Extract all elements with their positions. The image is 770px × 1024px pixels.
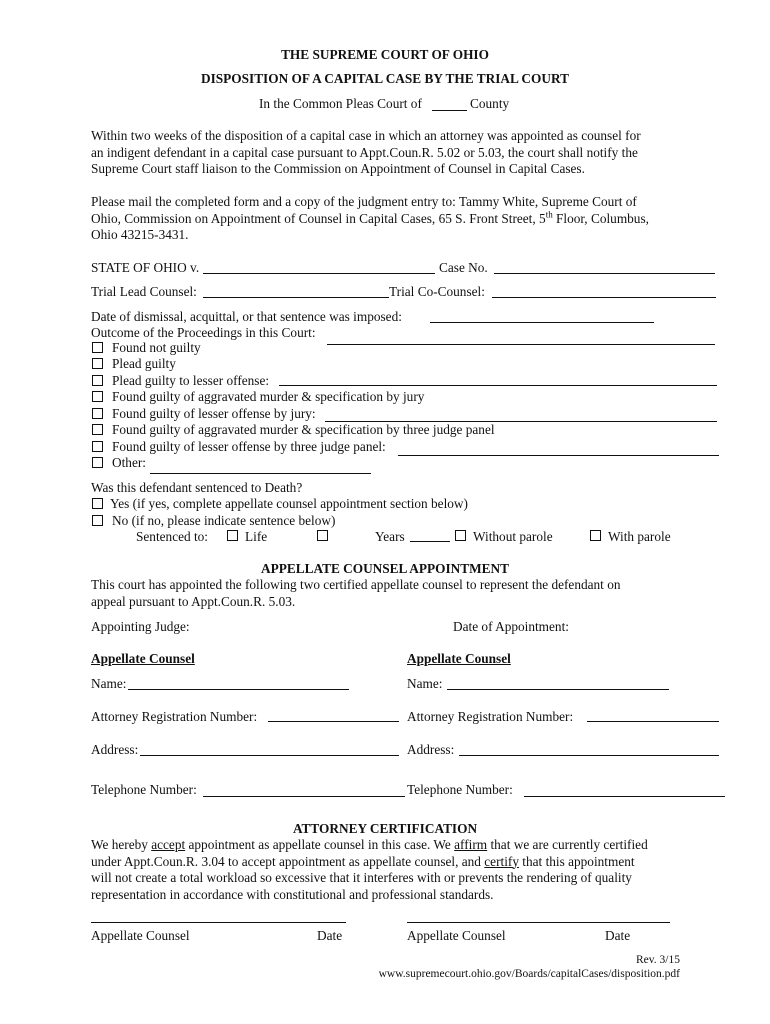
counsel-2-date-label: Date (605, 928, 631, 943)
life-checkbox[interactable] (227, 530, 238, 541)
lesser-offense-plea-field[interactable] (279, 385, 717, 386)
outcome-checkbox[interactable] (92, 457, 103, 468)
outcome-checkbox[interactable] (92, 424, 103, 435)
counsel-1-phone-field[interactable] (203, 796, 405, 797)
outcome-label: Found not guilty (112, 340, 201, 355)
counsel-2-name-field[interactable] (447, 689, 669, 690)
case-no-label: Case No. (439, 260, 488, 275)
without-parole-label: Without parole (473, 529, 553, 544)
counsel-2-signature-line[interactable] (407, 922, 670, 923)
years-label: Years (375, 529, 405, 544)
appellate-counsel-2-heading: Appellate Counsel (407, 651, 511, 666)
counsel-2-reg-field[interactable] (587, 721, 719, 722)
disposition-date-field[interactable] (430, 322, 654, 323)
with-parole-checkbox[interactable] (590, 530, 601, 541)
county-suffix: County (470, 96, 510, 111)
outcome-checkbox[interactable] (92, 391, 103, 402)
death-yes-label: Yes (if yes, complete appellate counsel appointment section below) (110, 496, 468, 511)
certification-heading: ATTORNEY CERTIFICATION (292, 821, 478, 836)
outcome-label: Plead guilty to lesser offense: (112, 373, 270, 388)
counsel-2-name-label: Name: (407, 676, 443, 691)
counsel-1-address-label: Address: (91, 742, 139, 757)
trial-lead-counsel-label: Trial Lead Counsel: (91, 284, 197, 299)
mailing-paragraph: Please mail the completed form and a copy of the judgment entry to: Tammy White, Supreme Court of Ohio, Commission on Appointment of Counsel in Capital Cases, 65 S. Front Street, 5th Floor, Columbus, Ohio 43215-3431. (91, 194, 649, 242)
counsel-1-name-label: Name: (91, 676, 127, 691)
counsel-1-date-label: Date (317, 928, 343, 943)
appointing-judge-label: Appointing Judge: (91, 619, 190, 634)
outcome-label: Found guilty of lesser offense by jury: (112, 406, 316, 421)
trial-lead-counsel-field[interactable] (203, 297, 389, 298)
sentenced-to-label: Sentenced to: (136, 529, 209, 544)
outcome-label: Found guilty of lesser offense by three judge panel: (112, 439, 386, 454)
outcome-checkbox[interactable] (92, 441, 103, 452)
lesser-offense-panel-field[interactable] (398, 455, 719, 456)
outcome-checkbox[interactable] (92, 375, 103, 386)
court-name: THE SUPREME COURT OF OHIO (281, 47, 489, 62)
outcome-label: Found guilty of aggravated murder & specification by three judge panel (112, 422, 495, 437)
counsel-1-name-field[interactable] (128, 689, 349, 690)
counsel-2-phone-field[interactable] (524, 796, 725, 797)
counsel-2-reg-label: Attorney Registration Number: (407, 709, 574, 724)
counsel-2-phone-label: Telephone Number: (407, 782, 513, 797)
revision-label: Rev. 3/15 (636, 954, 680, 966)
counsel-2-address-field[interactable] (459, 755, 719, 756)
state-of-ohio-label: STATE OF OHIO v. (91, 260, 200, 275)
with-parole-label: With parole (608, 529, 671, 544)
intro-paragraph: Within two weeks of the disposition of a capital case in which an attorney was appointed as counsel for an indigent defendant in a capital case pursuant to Appt.Coun.R. 5.02 or 5.03, the court shall notify the Supreme Court staff liaison to the Commission on Appointment of Counsel in Capital Cases. (91, 128, 641, 176)
case-no-field[interactable] (494, 273, 715, 274)
outcome-checkbox[interactable] (92, 358, 103, 369)
appointment-date-label: Date of Appointment: (453, 619, 569, 634)
counsel-1-signature-line[interactable] (91, 922, 346, 923)
defendant-field[interactable] (203, 273, 435, 274)
outcome-label: Other: (112, 455, 146, 470)
county-field[interactable] (432, 110, 467, 111)
without-parole-checkbox[interactable] (455, 530, 466, 541)
outcome-label: Plead guilty (112, 356, 176, 371)
years-field[interactable] (410, 541, 450, 542)
form-title: DISPOSITION OF A CAPITAL CASE BY THE TRIAL COURT (200, 71, 569, 86)
counsel-1-reg-field[interactable] (268, 721, 399, 722)
source-url: www.supremecourt.ohio.gov/Boards/capitalCases/disposition.pdf (378, 968, 680, 980)
appellate-intro-line1: This court has appointed the following two certified appellate counsel to represent the defendant on (91, 577, 621, 592)
counsel-1-address-field[interactable] (140, 755, 399, 756)
appellate-counsel-1-heading: Appellate Counsel (91, 651, 195, 666)
other-outcome-field[interactable] (150, 473, 371, 474)
outcome-label: Found guilty of aggravated murder & specification by jury (112, 389, 425, 404)
counsel-1-phone-label: Telephone Number: (91, 782, 197, 797)
disposition-date-label: Date of dismissal, acquittal, or that sentence was imposed: (91, 309, 402, 324)
death-no-label: No (if no, please indicate sentence below) (112, 513, 336, 528)
counsel-1-reg-label: Attorney Registration Number: (91, 709, 258, 724)
counsel-1-signature-label: Appellate Counsel (91, 928, 190, 943)
counsel-2-address-label: Address: (407, 742, 455, 757)
outcome-detail-field[interactable] (327, 344, 715, 345)
county-prefix: In the Common Pleas Court of (259, 96, 422, 111)
trial-co-counsel-label: Trial Co-Counsel: (389, 284, 485, 299)
outcome-checkbox[interactable] (92, 342, 103, 353)
appellate-intro-line2: appeal pursuant to Appt.Coun.R. 5.03. (91, 594, 296, 609)
death-sentence-question: Was this defendant sentenced to Death? (91, 480, 303, 495)
trial-co-counsel-field[interactable] (492, 297, 716, 298)
counsel-2-signature-label: Appellate Counsel (407, 928, 506, 943)
death-no-checkbox[interactable] (92, 515, 103, 526)
life-label: Life (245, 529, 268, 544)
death-yes-checkbox[interactable] (92, 498, 103, 509)
appellate-heading: APPELLATE COUNSEL APPOINTMENT (261, 561, 509, 576)
certification-paragraph: We hereby accept appointment as appellate counsel in this case. We affirm that we are currently certified under Appt.Coun.R. 3.04 to accept appointment as appellate counsel, and certify that this appointment will not create a total workload so excessive that it interferes with or prevents the rendering of quality representation in accordance with constitutional and professional standards. (91, 837, 648, 902)
outcome-label: Outcome of the Proceedings in this Court: (91, 325, 316, 340)
years-checkbox[interactable] (317, 530, 328, 541)
outcome-checkbox[interactable] (92, 408, 103, 419)
